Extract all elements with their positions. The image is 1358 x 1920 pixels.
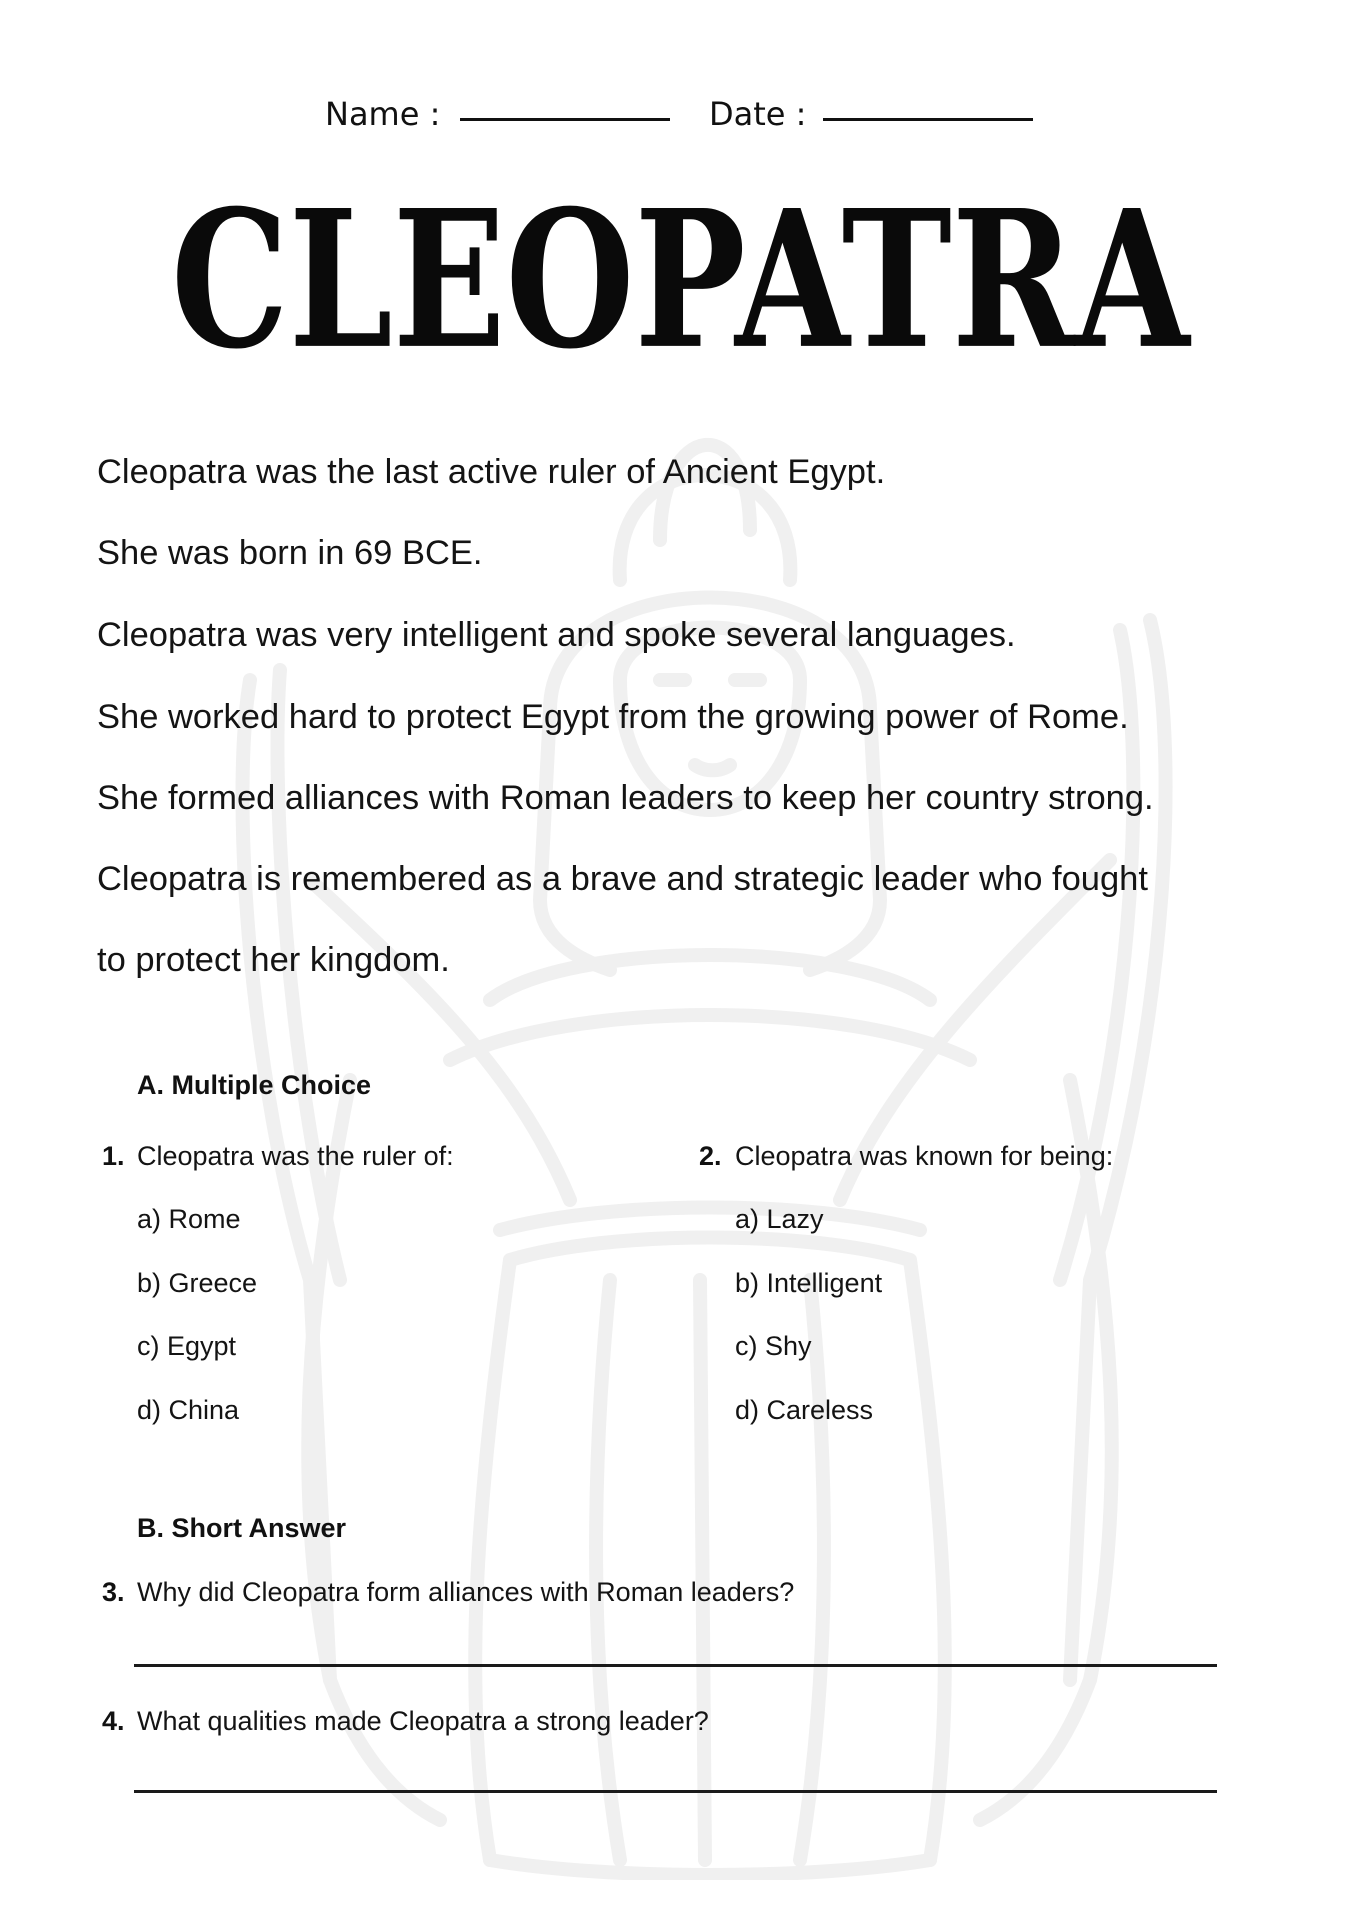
option-a[interactable]: a) Rome (137, 1204, 241, 1234)
section-b-heading: B. Short Answer (137, 1513, 347, 1543)
passage-line: Cleopatra is remembered as a brave and strategic leader who fought (97, 860, 1148, 898)
question-text: Why did Cleopatra form alliances with Roman leaders? (137, 1577, 795, 1607)
option-d[interactable]: d) China (137, 1395, 240, 1425)
cleopatra-watermark-icon (190, 380, 1220, 1880)
option-b[interactable]: b) Greece (137, 1268, 258, 1298)
option-c[interactable]: c) Shy (735, 1331, 812, 1361)
answer-line-3[interactable] (134, 1664, 1217, 1667)
page-title: CLEOPATRA (171, 168, 1190, 392)
option-d[interactable]: d) Careless (735, 1395, 874, 1425)
option-c[interactable]: c) Egypt (137, 1331, 237, 1361)
passage-line: Cleopatra was very intelligent and spoke several languages. (97, 616, 1016, 654)
name-blank-field[interactable] (460, 118, 670, 121)
question-text: Cleopatra was known for being: (735, 1141, 1114, 1171)
answer-line-4[interactable] (134, 1790, 1217, 1793)
question-number: 4. (102, 1706, 125, 1736)
passage-line: She worked hard to protect Egypt from the growing power of Rome. (97, 698, 1129, 736)
section-a-heading: A. Multiple Choice (137, 1070, 372, 1100)
passage-line: She was born in 69 BCE. (97, 534, 483, 572)
passage-line: She formed alliances with Roman leaders to keep her country strong. (97, 779, 1154, 817)
question-number: 2. (699, 1141, 722, 1171)
question-text: Cleopatra was the ruler of: (137, 1141, 454, 1171)
question-text: What qualities made Cleopatra a strong leader? (137, 1706, 709, 1736)
name-label: Name : (325, 95, 441, 133)
date-blank-field[interactable] (823, 118, 1033, 121)
question-number: 3. (102, 1577, 125, 1607)
option-a[interactable]: a) Lazy (735, 1204, 824, 1234)
date-label: Date : (709, 95, 807, 133)
question-number: 1. (102, 1141, 125, 1171)
title-container (171, 168, 1190, 392)
option-b[interactable]: b) Intelligent (735, 1268, 883, 1298)
passage-line: Cleopatra was the last active ruler of Ancient Egypt. (97, 453, 886, 491)
passage-line: to protect her kingdom. (97, 941, 450, 979)
